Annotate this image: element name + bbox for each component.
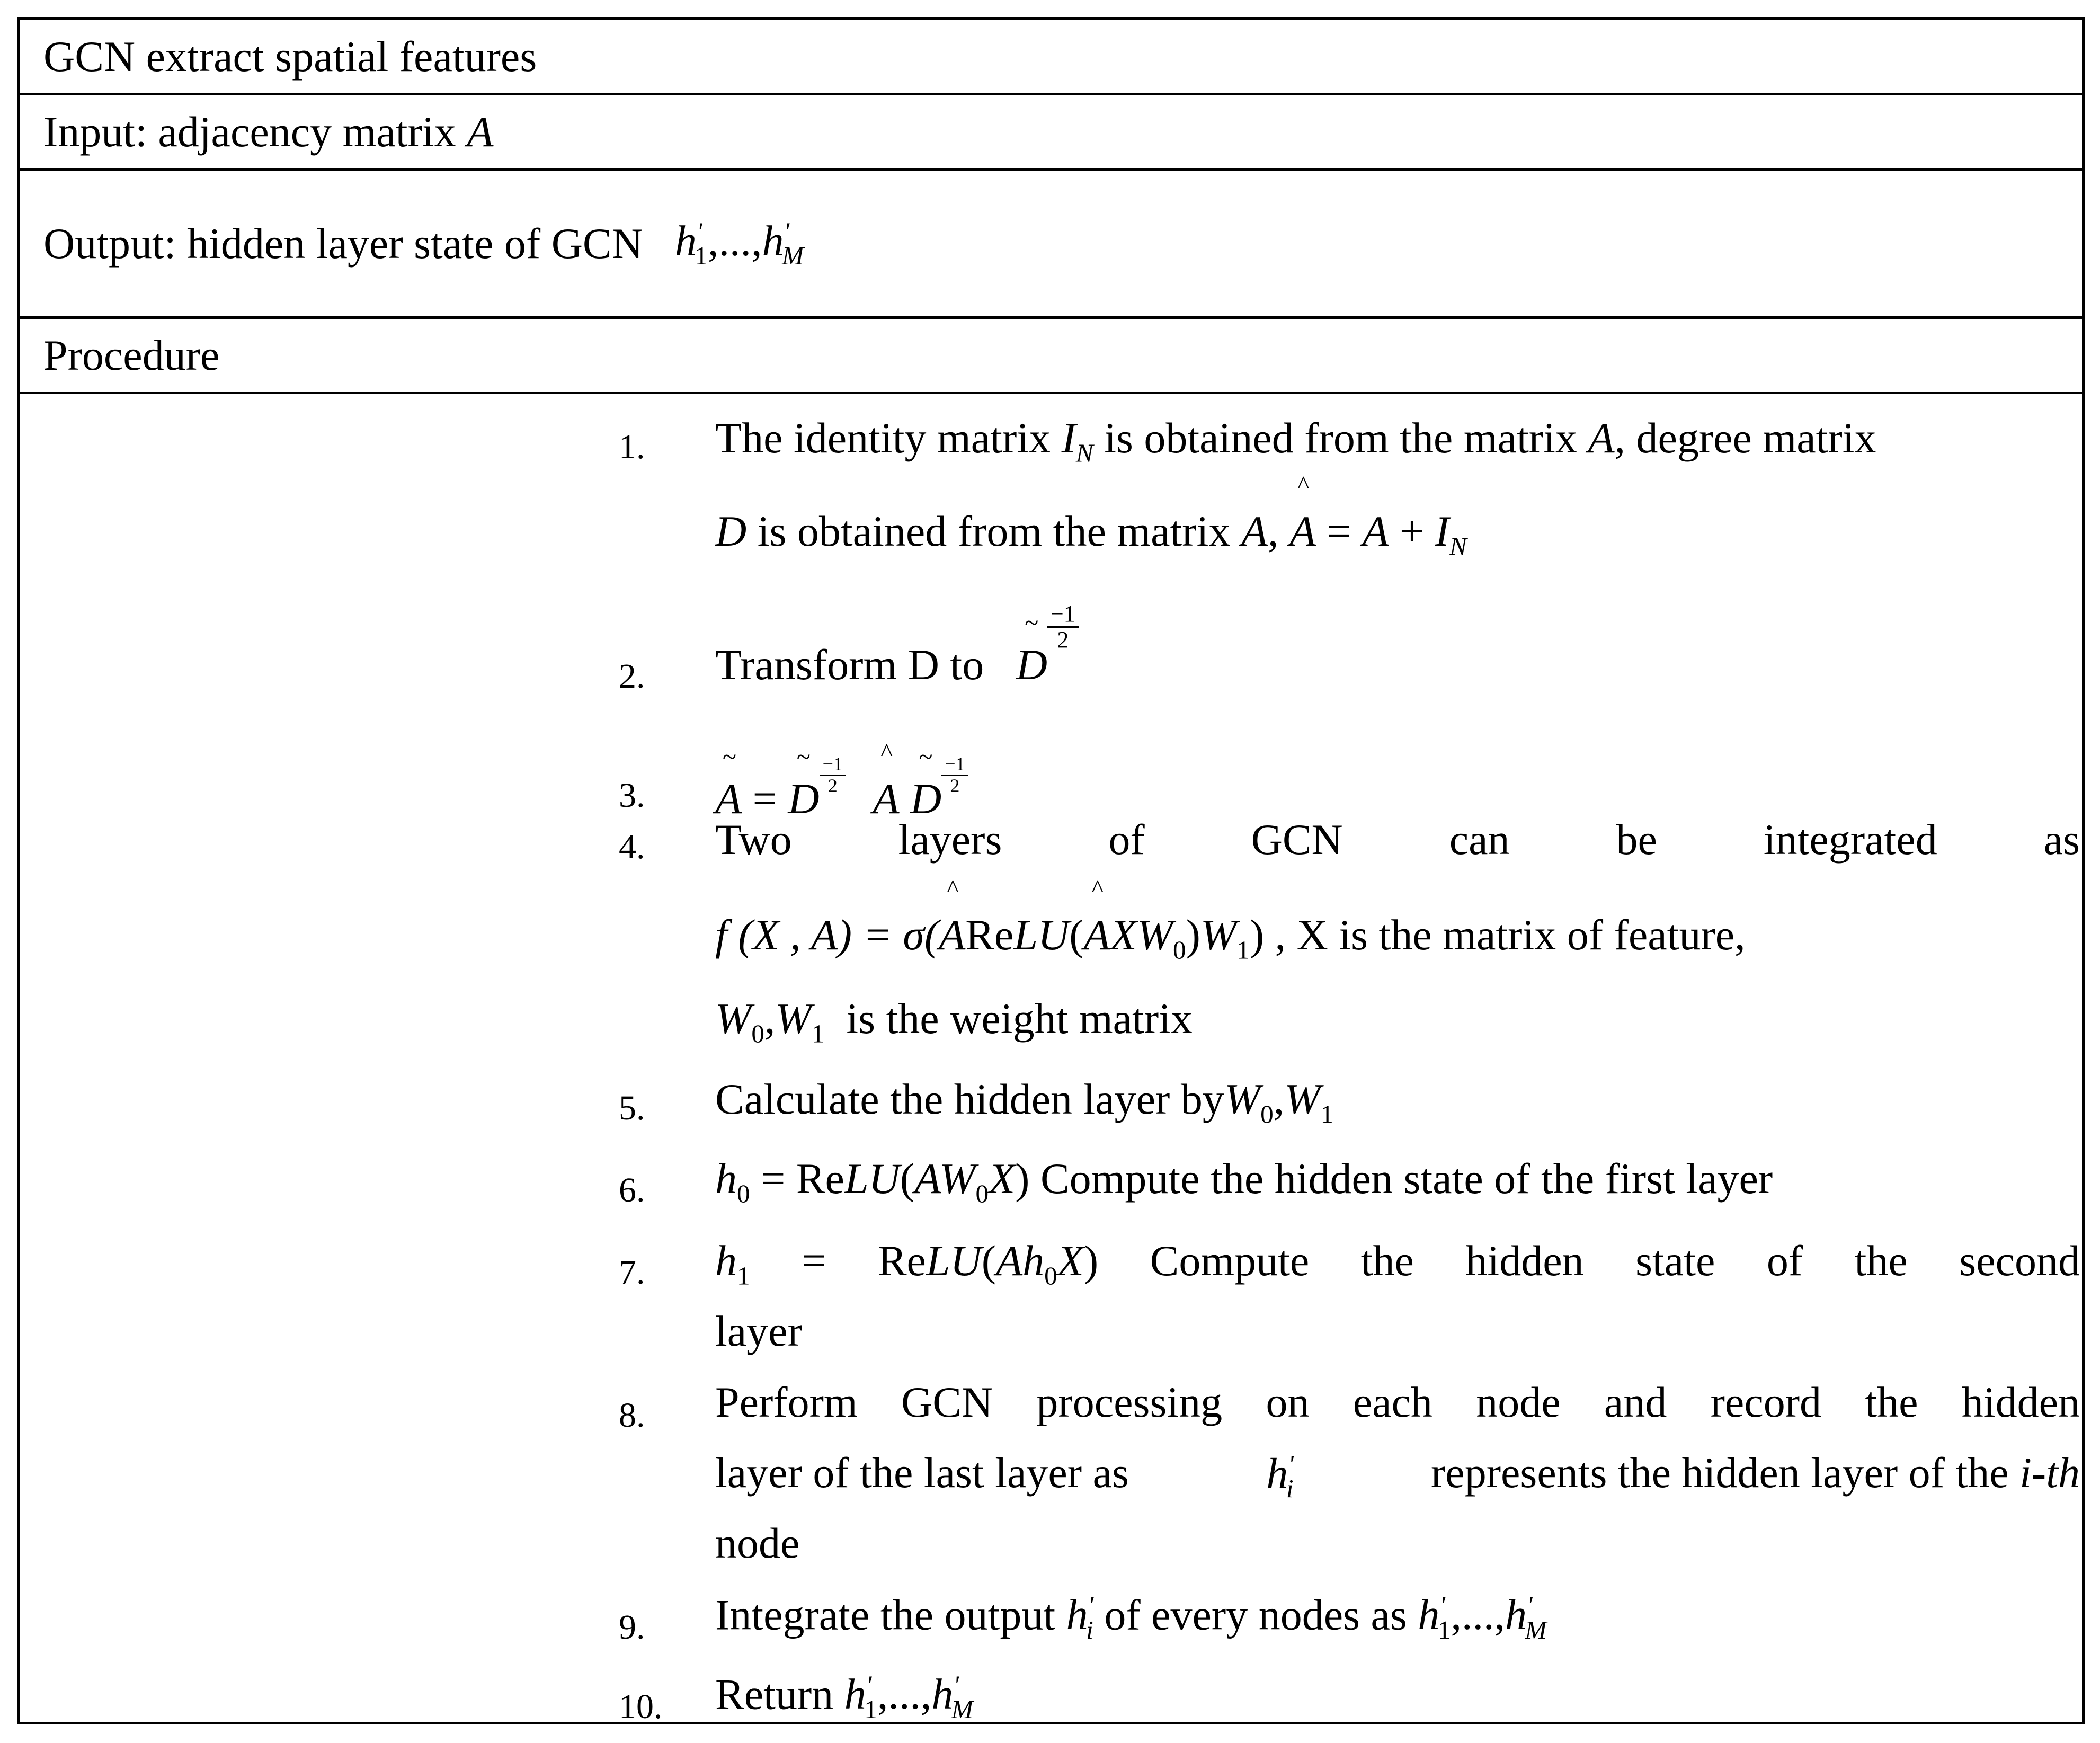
input-row xyxy=(20,95,2082,171)
table-title-row xyxy=(20,20,2082,95)
step-number: 9. xyxy=(619,1608,645,1647)
step-number: 4. xyxy=(619,828,645,866)
step-number: 7. xyxy=(619,1253,645,1292)
step-8-line2: layer of the last layer as $h'_i$ represents the hidden layer of the i-th xyxy=(715,1448,2080,1503)
output-label: Output: hidden layer state of GCN xyxy=(43,219,643,268)
step-4-formula: f (X , A) = σ(^ AReLU(^ $AXW_0)W_1$) , X is the matrix of feature, xyxy=(715,913,2080,963)
step-8-line3: node xyxy=(715,1519,800,1567)
step-number: 5. xyxy=(619,1089,645,1127)
step-number: 10. xyxy=(619,1687,663,1726)
step-number: 3. xyxy=(619,776,645,815)
step-2: Transform D to ~ D $\frac{-1}{2}$ xyxy=(715,643,2080,687)
step-number: 2. xyxy=(619,657,645,696)
algorithm-table xyxy=(17,17,2085,1724)
step-4-line3: $W_0,W_1$ is the weight matrix xyxy=(715,994,1193,1048)
step-1: The identity matrix $I_N$ is obtained from the matrix A, degree matrix xyxy=(715,414,1876,468)
procedure-steps xyxy=(20,394,2082,1726)
step-5: Calculate the hidden layer $byW_0,W_1$ xyxy=(715,1075,1334,1129)
step-10: Return $h'_1,...,h'_M$ xyxy=(715,1670,973,1724)
step-8: Perform GCN processing on each node and record the hidden xyxy=(715,1378,2080,1426)
procedure-label: Procedure xyxy=(43,331,220,379)
table-title: GCN extract spatial features xyxy=(43,32,537,81)
output-formula: $h'_1,...,h'_M$ xyxy=(674,216,804,271)
procedure-row xyxy=(20,319,2082,394)
output-row xyxy=(20,171,2082,319)
input-var: A xyxy=(467,107,494,156)
step-3: ~ A = ~ D $\frac{-1}{2}$ ^ A ~ D $\frac{-1}{2}$ xyxy=(715,754,2080,821)
step-number: 8. xyxy=(619,1396,645,1435)
step-7: $h_1$ = $ReLU(Ah_0X)$ Compute the hidden state of the second xyxy=(715,1237,2080,1291)
input-label: Input: adjacency matrix xyxy=(43,107,467,156)
step-6: $h_0$ = $ReLU(AW_0X)$ Compute the hidden state of the first layer xyxy=(715,1154,1773,1208)
step-9: Integrate the output $h'_i$ of every nodes as $h'_1,...,h'_M$ xyxy=(715,1590,1547,1644)
step-number: 1. xyxy=(619,428,645,466)
step-4: Two layers of GCN can be integrated as xyxy=(715,815,2080,864)
step-number: 6. xyxy=(619,1171,645,1210)
step-7-line2: layer xyxy=(715,1307,802,1355)
step-1-line2: D is obtained from the matrix A, ^ $A = A + I_N$ xyxy=(715,510,2080,559)
